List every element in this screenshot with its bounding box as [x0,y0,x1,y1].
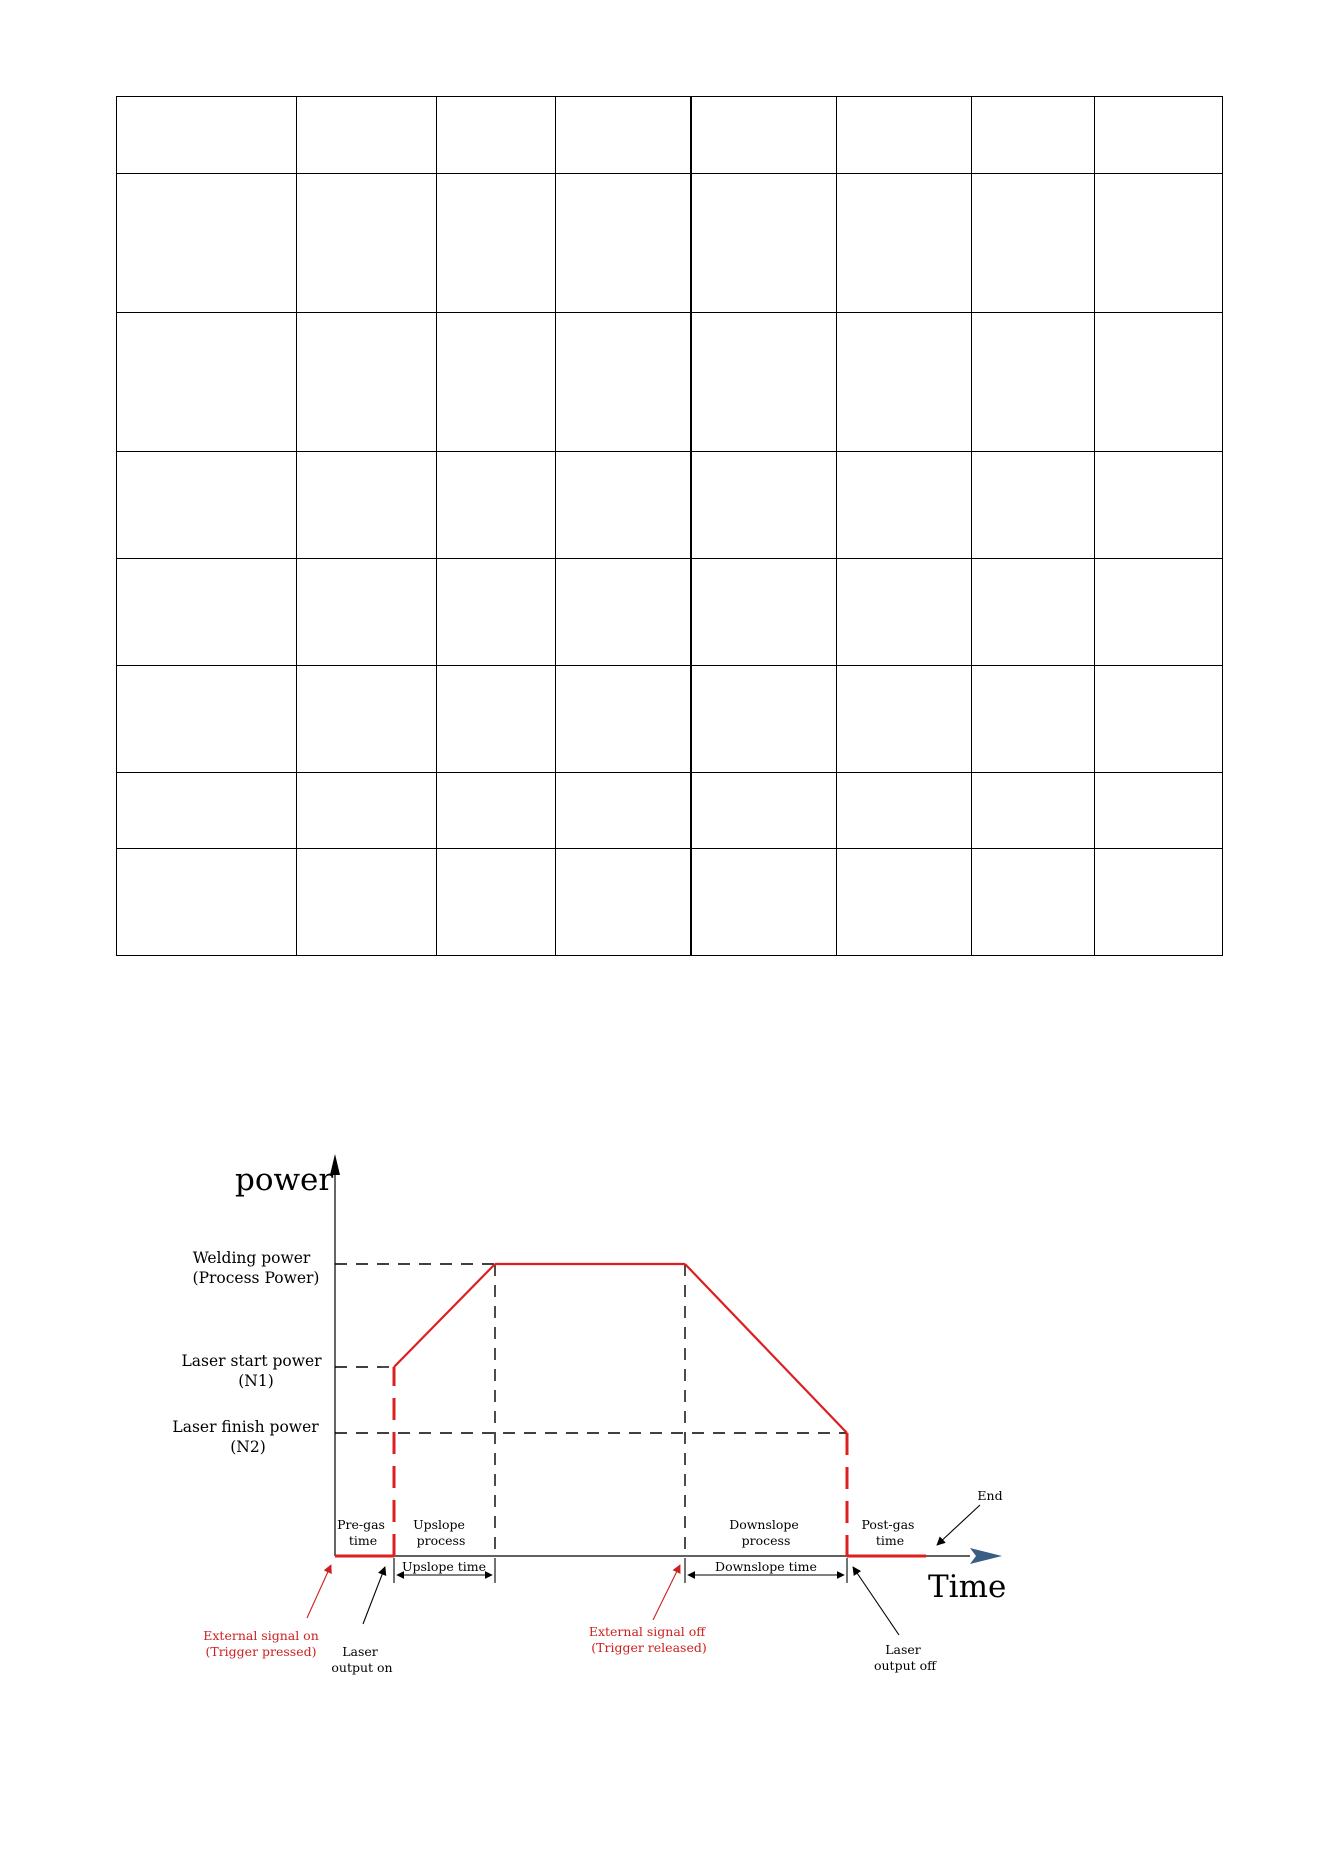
finish-power-label: Laser finish power (N2) [172,1418,319,1456]
end-arrow [937,1505,980,1545]
signal-on-arrow [307,1565,331,1618]
downslope-time-label: Downslope time [715,1559,817,1574]
signal-off-label: External signal off (Trigger released) [588,1624,707,1655]
downslope-ramp [685,1264,847,1433]
laser-off-label: Laser output off [873,1642,937,1673]
end-label: End [977,1488,1003,1503]
x-axis-arrowhead [970,1548,1002,1564]
upslope-ramp [394,1264,495,1367]
pre-gas-label: Pre-gas time [337,1517,385,1548]
post-gas-label: Post-gas time [861,1517,915,1548]
welding-power-label: Welding power (Process Power) [192,1249,320,1287]
signal-on-label: External signal on (Trigger pressed) [203,1628,319,1659]
y-axis-label: power [235,1162,334,1198]
signal-off-arrow [653,1565,680,1620]
laser-on-arrow [363,1567,385,1624]
x-axis-label: Time [928,1569,1007,1605]
downslope-process-label: Downslope process [729,1517,799,1548]
upslope-time-label: Upslope time [401,1559,487,1574]
laser-off-arrow [853,1567,899,1635]
laser-on-label: Laser output on [331,1644,393,1675]
upslope-process-label: Upslope process [413,1517,466,1548]
start-power-label: Laser start power (N1) [181,1352,322,1390]
